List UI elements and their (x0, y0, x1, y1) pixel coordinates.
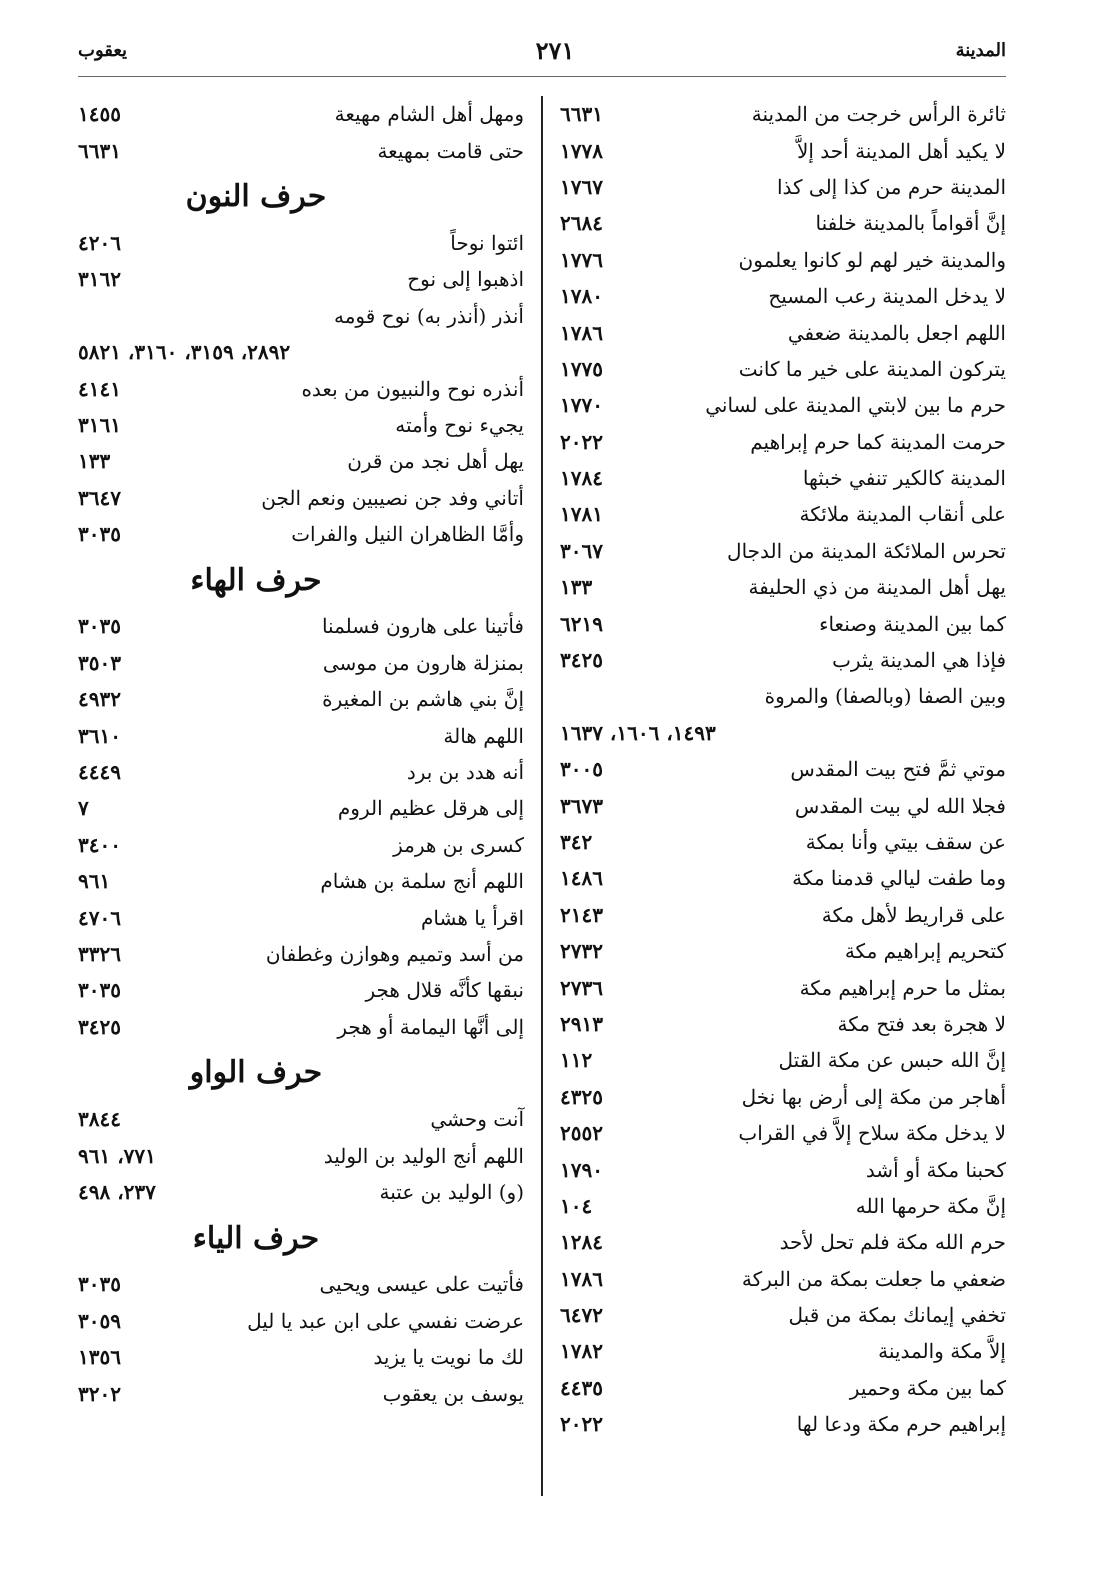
index-entry (78, 863, 524, 899)
entry-reference-number: ١٤٩٣، ١٦٠٦، ١٦٣٧ (560, 720, 716, 745)
entry-text: اللهم هالة (443, 723, 524, 748)
entry-text: إنَّ مكة حرمها الله (855, 1193, 1006, 1218)
running-header-right: المدينة (955, 40, 1006, 61)
index-entry (560, 1297, 1006, 1333)
entry-reference-number: ١٧٧٦ (560, 247, 603, 272)
index-entry (78, 96, 524, 132)
entry-reference-number: ٣٠٣٥ (78, 614, 121, 639)
entry-text: تحرس الملائكة المدينة من الدجال (727, 538, 1006, 563)
index-entry (78, 717, 524, 753)
section-heading (78, 1045, 524, 1101)
entry-reference-number: ١٧٨٤ (560, 466, 603, 491)
entry-text: إنَّ بني هاشم بن المغيرة (322, 687, 524, 712)
entry-reference-number: ٦٤٧٢ (560, 1303, 603, 1328)
section-heading-text: حرف الهاء (190, 562, 322, 598)
entry-reference-number: ٧ (78, 796, 89, 821)
index-entry (560, 533, 1006, 569)
entry-reference-number: ١١٢ (560, 1048, 593, 1073)
entry-reference-number: ١٣٣ (78, 449, 111, 474)
entry-reference-number: ٤٧٠٦ (78, 905, 121, 930)
entry-reference-number: ٢٠٢٢ (560, 429, 603, 454)
entry-reference-number: ١٠٤ (560, 1193, 593, 1218)
entry-reference-number: ٤٤٣٥ (560, 1375, 603, 1400)
entry-reference-number: ١٧٧٨ (560, 138, 603, 163)
entry-text: حرم ما بين لابتي المدينة على لساني (705, 393, 1006, 418)
entry-reference-number: ٢٦٨٤ (560, 211, 603, 236)
index-entry (560, 242, 1006, 278)
index-entry (560, 278, 1006, 314)
entry-reference-number: ٢٥٥٢ (560, 1121, 603, 1146)
index-entry (78, 370, 524, 406)
entry-reference-number: ١٤٨٦ (560, 866, 603, 891)
right-column (560, 96, 1006, 1442)
index-entry (560, 96, 1006, 132)
section-heading (78, 552, 524, 608)
entry-reference-number: ٣٨٤٤ (78, 1107, 121, 1132)
entry-text: حرم الله مكة فلم تحل لأحد (779, 1230, 1006, 1255)
entry-text: حرمت المدينة كما حرم إبراهيم (750, 429, 1006, 454)
entry-reference-number: ١٧٨٦ (560, 1266, 603, 1291)
index-entry (560, 387, 1006, 423)
entry-text: ائتوا نوحاً (450, 230, 524, 255)
entry-text: أنه هدد بن برد (406, 760, 524, 785)
entry-text: وما طفت ليالي قدمنا مكة (792, 866, 1006, 891)
index-entry (78, 608, 524, 644)
index-entry (560, 1115, 1006, 1151)
entry-text: ومهل أهل الشام مهيعة (334, 102, 524, 127)
index-entry (78, 443, 524, 479)
entry-reference-number: ٣٠٣٥ (78, 978, 121, 1003)
index-entry (78, 1339, 524, 1375)
index-entry (78, 407, 524, 443)
entry-reference-number: ٣٠٠٥ (560, 757, 603, 782)
index-entry (78, 899, 524, 935)
index-entry (560, 1406, 1006, 1442)
entry-text: اللهم اجعل بالمدينة ضعفي (787, 320, 1006, 345)
index-entry (560, 824, 1006, 860)
entry-reference-number: ٤٢٠٦ (78, 230, 121, 255)
index-entry (560, 1006, 1006, 1042)
entry-text: وأمَّا الظاهران النيل والفرات (291, 522, 524, 547)
index-entry (78, 298, 524, 334)
entry-reference-number: ٣٥٠٣ (78, 650, 121, 675)
entry-text: يجيء نوح وأمته (395, 412, 524, 437)
entry-reference-number: ٣٤٠٠ (78, 832, 121, 857)
index-entry (560, 715, 1006, 751)
index-entry (560, 860, 1006, 896)
entry-reference-number: ١٣٥٦ (78, 1345, 121, 1370)
index-entry (560, 314, 1006, 350)
entry-text: المدينة كالكير تنفي خبثها (802, 466, 1006, 491)
entry-text: عن سقف بيتي وأنا بمكة (805, 830, 1006, 854)
entry-text: والمدينة خير لهم لو كانوا يعلمون (738, 247, 1006, 272)
index-entry (78, 1137, 524, 1173)
entry-reference-number: ٤٣٢٥ (560, 1084, 603, 1109)
index-entry (560, 205, 1006, 241)
index-entry (78, 480, 524, 516)
index-entry (78, 1303, 524, 1339)
index-entry (560, 1370, 1006, 1406)
entry-text: يوسف بن يعقوب (382, 1381, 524, 1406)
index-entry (78, 1266, 524, 1302)
entry-reference-number: ٣٠٣٥ (78, 522, 121, 547)
entry-text: لا يدخل المدينة رعب المسيح (768, 284, 1006, 309)
entry-reference-number: ١٧٧٥ (560, 356, 603, 381)
entry-reference-number: ٣٦١٠ (78, 723, 121, 748)
entry-text: تخفي إيمانك بمكة من قبل (788, 1303, 1006, 1328)
index-entry (560, 1333, 1006, 1369)
entry-reference-number: ٣٦٤٧ (78, 485, 121, 510)
entry-reference-number: ٤٤٤٩ (78, 760, 121, 785)
entry-reference-number: ٣٠٣٥ (78, 1272, 121, 1297)
index-entry (78, 972, 524, 1008)
entry-text: بمنزلة هارون من موسى (322, 650, 524, 675)
index-entry (560, 460, 1006, 496)
index-entry (560, 1079, 1006, 1115)
entry-reference-number: ٢٧٣٢ (560, 939, 603, 964)
entry-reference-number: ١٧٩٠ (560, 1157, 603, 1182)
entry-reference-number: ١٧٧٠ (560, 393, 603, 418)
entry-text: ثائرة الرأس خرجت من المدينة (751, 102, 1006, 127)
entry-text: اللهم أنج سلمة بن هشام (320, 869, 524, 894)
entry-text: أهاجر من مكة إلى أرض بها نخل (741, 1084, 1006, 1109)
section-heading-text: حرف النون (185, 179, 327, 215)
entry-reference-number: ٢٩١٣ (560, 1011, 603, 1036)
entry-reference-number: ٣٢٠٢ (78, 1381, 121, 1406)
section-heading (78, 1210, 524, 1266)
index-entry (560, 969, 1006, 1005)
entry-reference-number: ١٧٨١ (560, 502, 603, 527)
entry-text: حتى قامت بمهيعة (377, 138, 524, 163)
entry-reference-number: ٤١٤١ (78, 376, 121, 401)
entry-reference-number: ٣٦٧٣ (560, 793, 603, 818)
entry-text: كحبنا مكة أو أشد (865, 1157, 1006, 1182)
index-entry (560, 751, 1006, 787)
entry-text: بمثل ما حرم إبراهيم مكة (799, 975, 1006, 1000)
index-entry (560, 678, 1006, 714)
index-entry (560, 605, 1006, 641)
entry-text: اللهم أنج الوليد بن الوليد (323, 1143, 524, 1168)
entry-text: لا يكيد أهل المدينة أحد إلاَّ (796, 138, 1006, 163)
entry-text: أنذره نوح والنبيون من بعده (301, 376, 524, 401)
entry-text: يهل أهل المدينة من ذي الحليفة (748, 575, 1006, 600)
entry-text: يتركون المدينة على خير ما كانت (738, 356, 1006, 381)
entry-text: كسرى بن هرمز (393, 832, 524, 857)
index-entry (560, 351, 1006, 387)
index-entry (78, 1101, 524, 1137)
entry-text: إلى هرقل عظيم الروم (337, 796, 524, 821)
index-entry (78, 1009, 524, 1045)
entry-reference-number: ٣٤٢٥ (560, 648, 603, 673)
entry-reference-number: ١٢٨٤ (560, 1230, 603, 1255)
index-entry (560, 1188, 1006, 1224)
entry-text: يهل أهل نجد من قرن (347, 449, 524, 474)
index-entry (560, 132, 1006, 168)
index-entry (560, 787, 1006, 823)
index-entry (560, 569, 1006, 605)
index-entry (78, 754, 524, 790)
entry-reference-number: ٩٦١ (78, 869, 111, 894)
entry-text: إبراهيم حرم مكة ودعا لها (796, 1412, 1006, 1437)
entry-text: فأتينا على هارون فسلمنا (321, 614, 524, 639)
index-entry (78, 516, 524, 552)
section-heading (78, 169, 524, 225)
index-entry (560, 1224, 1006, 1260)
index-entry (78, 827, 524, 863)
section-heading-text: حرف الواو (189, 1055, 323, 1091)
index-entry (560, 424, 1006, 460)
entry-reference-number: ٢٧٣٦ (560, 975, 603, 1000)
entry-reference-number: ٦٢١٩ (560, 611, 603, 636)
entry-text: اذهبوا إلى نوح (407, 267, 524, 292)
entry-text: إنَّ أقواماً بالمدينة خلفنا (815, 211, 1006, 236)
entry-text: لا هجرة بعد فتح مكة (837, 1011, 1006, 1036)
entry-text: موتي ثمَّ فتح بيت المقدس (790, 757, 1006, 782)
entry-text: إلى أنَّها اليمامة أو هجر (337, 1014, 524, 1039)
index-entry (560, 1042, 1006, 1078)
entry-text: إنَّ الله حبس عن مكة القتل (778, 1048, 1006, 1073)
index-entry (78, 790, 524, 826)
column-divider (541, 96, 543, 1496)
index-entry (560, 933, 1006, 969)
index-entry (78, 645, 524, 681)
entry-text: على أنقاب المدينة ملائكة (799, 502, 1006, 527)
index-entry (560, 496, 1006, 532)
entry-text: على قراريط لأهل مكة (821, 902, 1006, 927)
entry-text: فإذا هي المدينة يثرب (832, 648, 1006, 673)
entry-text: (و) الوليد بن عتبة (379, 1179, 524, 1204)
entry-reference-number: ٣٤٢٥ (78, 1014, 121, 1039)
entry-text: لك ما نويت يا يزيد (373, 1345, 524, 1370)
entry-text: كما بين المدينة وصنعاء (819, 611, 1006, 636)
entry-reference-number: ٢١٤٣ (560, 902, 603, 927)
index-entry (78, 132, 524, 168)
entry-reference-number: ١٧٨٦ (560, 320, 603, 345)
entry-text: عرضت نفسي على ابن عبد يا ليل (247, 1308, 524, 1333)
entry-reference-number: ١٤٥٥ (78, 102, 121, 127)
entry-reference-number: ٢٠٢٢ (560, 1412, 603, 1437)
entry-reference-number: ٣٠٥٩ (78, 1308, 121, 1333)
index-entry (78, 225, 524, 261)
entry-reference-number: ٦٦٣١ (78, 138, 121, 163)
entry-text: اقرأ يا هشام (421, 905, 524, 930)
entry-text: وبين الصفا (وبالصفا) والمروة (764, 684, 1006, 709)
index-entry (560, 1151, 1006, 1187)
entry-reference-number: ١٧٨٠ (560, 284, 603, 309)
entry-reference-number: ١٧٦٧ (560, 174, 603, 199)
entry-text: من أسد وتميم وهوازن وغطفان (265, 942, 524, 966)
entry-text: إلاَّ مكة والمدينة (878, 1339, 1006, 1364)
entry-reference-number: ٣١٦١ (78, 412, 121, 437)
entry-reference-number: ٢٨٩٢، ٣١٥٩، ٣١٦٠، ٥٨٢١ (78, 340, 291, 365)
entry-reference-number: ٣١٦٢ (78, 267, 121, 292)
entry-reference-number: ٤٩٣٢ (78, 687, 121, 712)
entry-text: لا يدخل مكة سلاح إلاَّ في القراب (738, 1121, 1006, 1146)
index-entry (78, 334, 524, 370)
index-entry (78, 936, 524, 972)
entry-reference-number: ٣٠٦٧ (560, 538, 603, 563)
index-entry (78, 681, 524, 717)
index-entry (560, 169, 1006, 205)
index-entry (560, 897, 1006, 933)
entry-reference-number: ٦٦٣١ (560, 102, 603, 127)
entry-reference-number: ٢٣٧، ٤٩٨ (78, 1179, 156, 1204)
entry-reference-number: ١٣٣ (560, 575, 593, 600)
index-entry (560, 1261, 1006, 1297)
index-entry (560, 642, 1006, 678)
entry-text: نبقها كأنَّه قلال هجر (365, 978, 524, 1003)
entry-reference-number: ٧٧١، ٩٦١ (78, 1143, 156, 1168)
entry-text: فجلا الله لي بيت المقدس (794, 793, 1006, 818)
index-entry (78, 261, 524, 297)
entry-text: ضعفي ما جعلت بمكة من البركة (741, 1266, 1006, 1291)
index-entry (78, 1375, 524, 1411)
index-entry (78, 1174, 524, 1210)
entry-reference-number: ٣٤٢ (560, 830, 593, 854)
entry-text: المدينة حرم من كذا إلى كذا (776, 174, 1006, 199)
entry-text: فأتيت على عيسى ويحيى (319, 1272, 524, 1297)
section-heading-text: حرف الياء (192, 1220, 320, 1256)
entry-text: أتاني وفد جن نصيبين ونعم الجن (261, 485, 524, 510)
running-header-left: يعقوب (78, 40, 128, 61)
entry-reference-number: ٣٣٢٦ (78, 942, 121, 966)
header-rule (78, 76, 1006, 77)
entry-text: كما بين مكة وحمير (849, 1375, 1006, 1400)
entry-text: كتحريم إبراهيم مكة (844, 939, 1006, 964)
entry-text: آنت وحشي (430, 1107, 524, 1132)
entry-text: أنذر (أنذر به) نوح قومه (333, 303, 524, 328)
entry-reference-number: ١٧٨٢ (560, 1339, 603, 1364)
page-number: ٢٧١ (535, 36, 575, 65)
left-column (78, 96, 524, 1412)
